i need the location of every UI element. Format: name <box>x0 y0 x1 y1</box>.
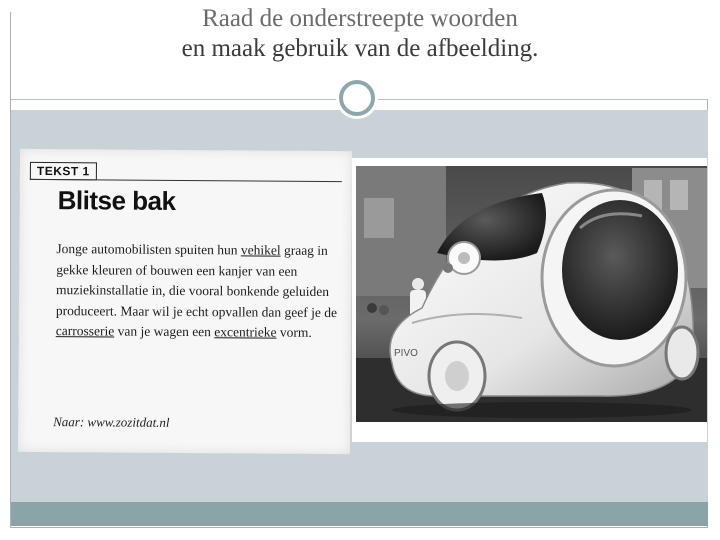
bottom-bar <box>11 502 708 526</box>
clipping-tag: TEKST 1 <box>30 162 97 180</box>
body-segment: Jonge automobilisten spuiten hun <box>56 241 241 258</box>
body-segment: van je wagen een <box>114 323 215 340</box>
clipping-headline: Blitse bak <box>57 185 176 216</box>
underlined-word-excentrieke: excentrieke <box>214 324 277 340</box>
slide-title <box>0 4 720 64</box>
text-clipping <box>18 149 352 454</box>
underlined-word-carrosserie: carrosserie <box>55 323 115 339</box>
title-line-2: en maak gebruik van de afbeelding. <box>181 35 539 62</box>
divider-right <box>378 99 708 100</box>
car-photo <box>352 158 707 442</box>
clipping-rule <box>30 179 342 182</box>
underlined-word-vehikel: vehikel <box>240 242 281 258</box>
body-segment: graag in gekke kleuren of bouwen een kanjer van een muziekinstallatie in, die vooral bonkende geluiden produceert. Maar wil je echt opvallen dan geef je de <box>55 242 338 320</box>
car-illustration <box>352 158 707 442</box>
clipping-source: Naar: www.zozitdat.nl <box>53 414 170 430</box>
body-segment: vorm. <box>276 324 312 340</box>
ring-ornament <box>339 80 375 116</box>
title-line-1: Raad de onderstreepte woorden <box>202 5 518 32</box>
license-plate: PIVO <box>394 348 418 359</box>
divider-left <box>11 99 337 100</box>
clipping-body <box>56 239 347 344</box>
